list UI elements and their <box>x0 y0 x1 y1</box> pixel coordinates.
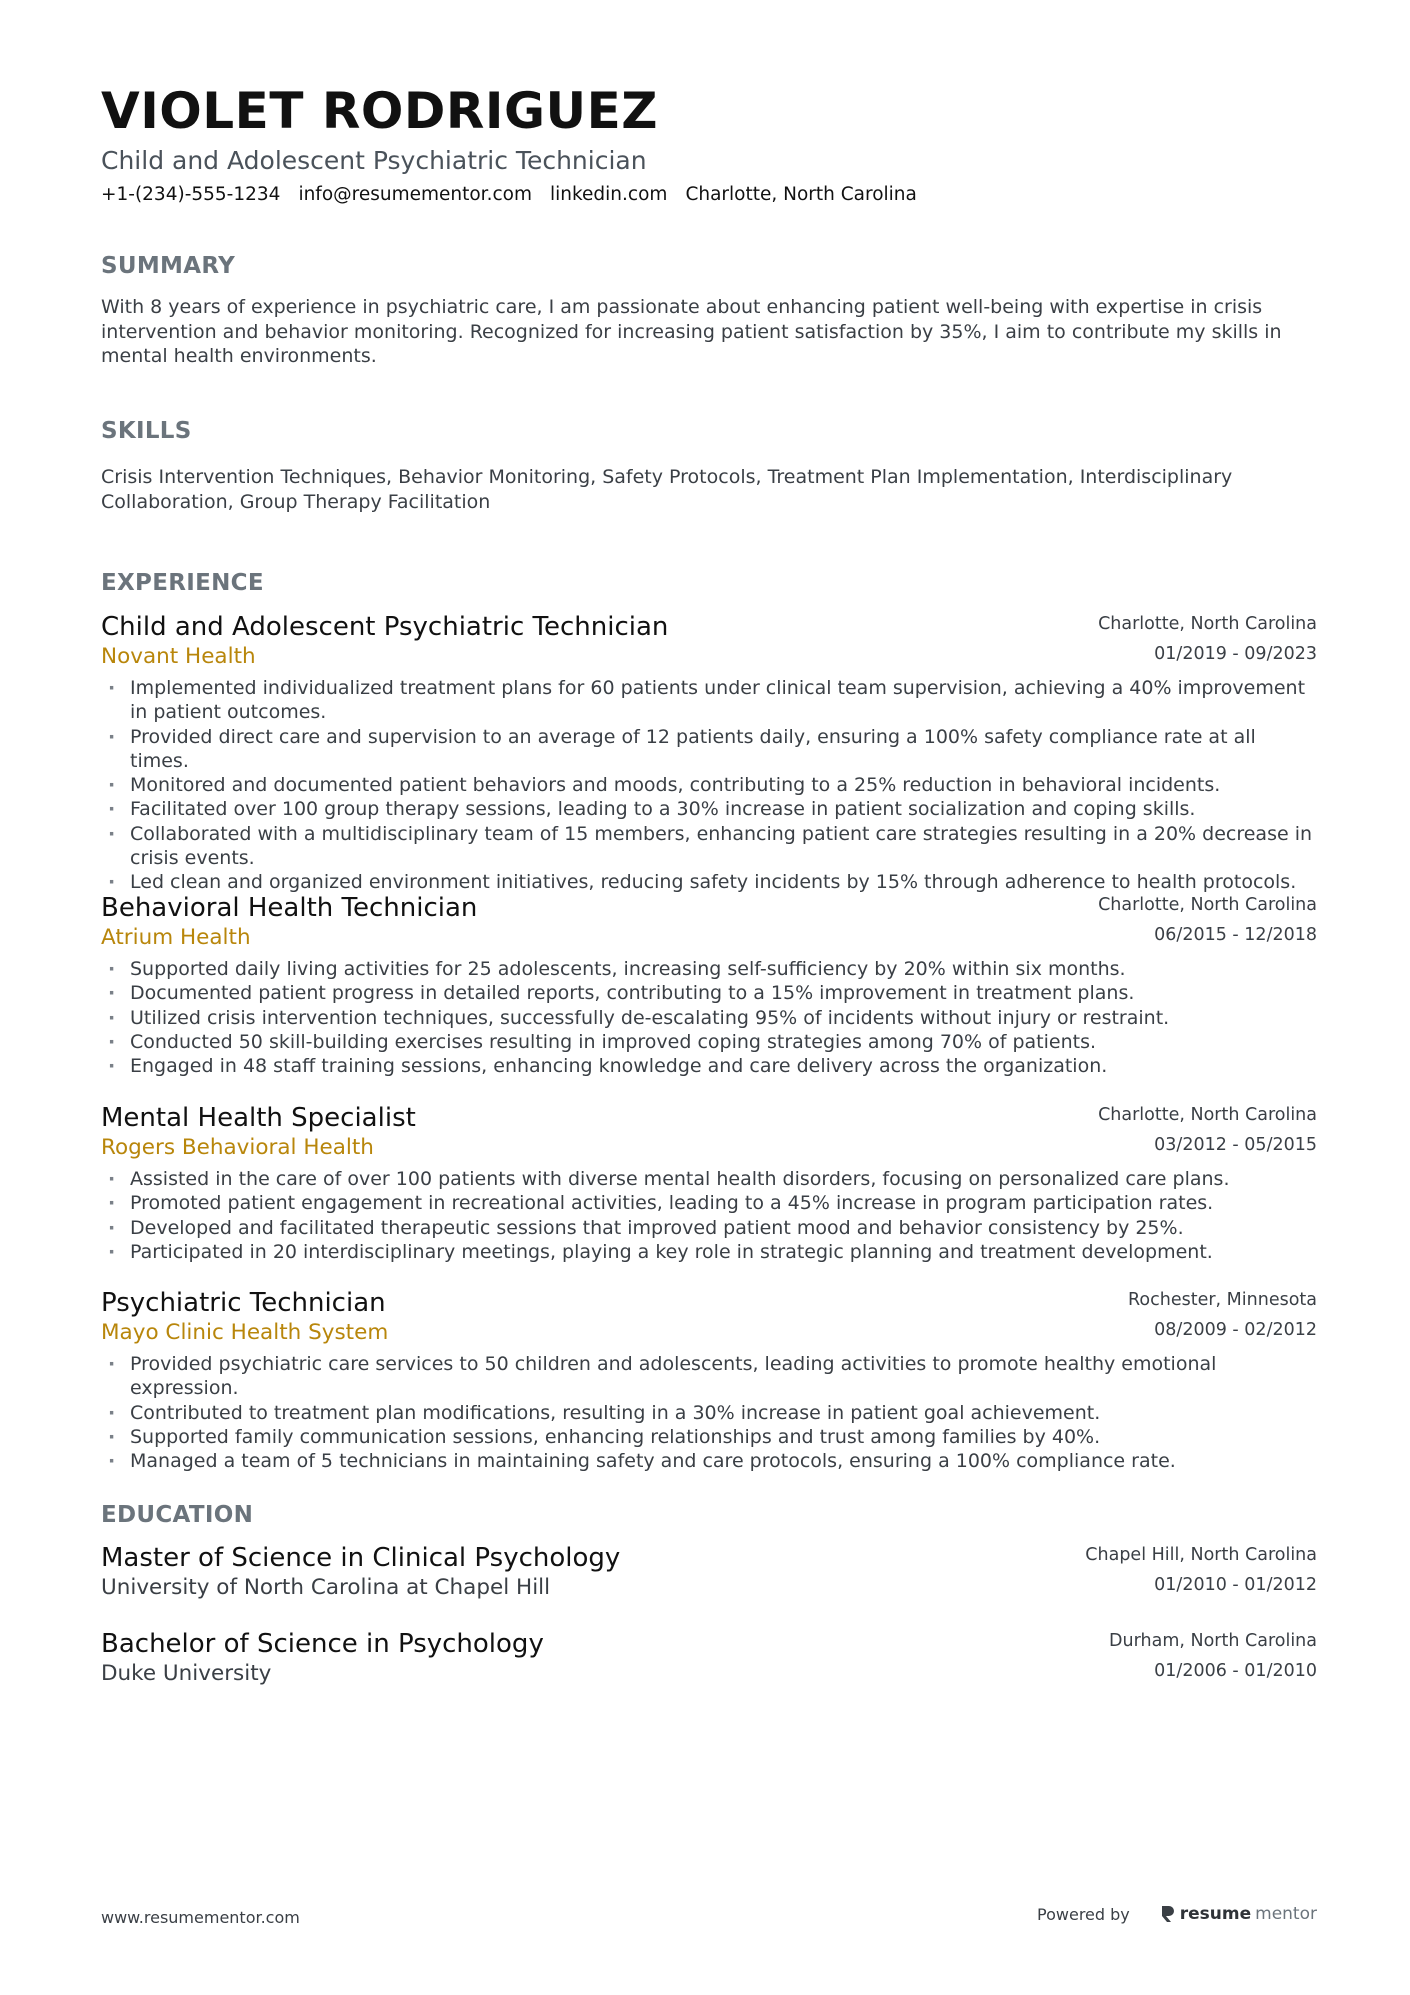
bullet-item: · Provided psychiatric care services to 50 children and adolescents, leading activities to promote healthy emotional expression. <box>101 1352 1317 1401</box>
job-title: Psychiatric Technician <box>101 1288 386 1318</box>
bullet-item: · Monitored and documented patient behaviors and moods, contributing to a 25% reduction in behavioral incidents. <box>101 773 1317 797</box>
bullet-item: · Participated in 20 interdisciplinary meetings, playing a key role in strategic planning and treatment development. <box>101 1240 1317 1264</box>
job-company: Mayo Clinic Health System <box>101 1320 389 1345</box>
school-location: Chapel Hill, North Carolina <box>1085 1545 1317 1565</box>
candidate-name: VIOLET RODRIGUEZ <box>101 82 658 140</box>
job-location: Charlotte, North Carolina <box>1098 895 1317 915</box>
resumementor-logo[interactable] <box>1160 1904 1317 1924</box>
job-location: Charlotte, North Carolina <box>1098 614 1317 634</box>
education-dates: 01/2006 - 01/2010 <box>1154 1661 1317 1681</box>
summary-heading: SUMMARY <box>101 253 236 279</box>
bullet-item: · Facilitated over 100 group therapy sessions, leading to a 30% increase in patient socialization and coping skills. <box>101 797 1317 821</box>
bullet-item: · Conducted 50 skill-building exercises resulting in improved coping strategies among 70% of patients. <box>101 1030 1317 1054</box>
bullet-item: · Supported daily living activities for 25 adolescents, increasing self-sufficiency by 20% within six months. <box>101 957 1317 981</box>
contact-location: Charlotte, North Carolina <box>685 184 917 205</box>
footer-branding <box>1037 1904 1317 1924</box>
bullet-item: · Supported family communication sessions, enhancing relationships and trust among families by 40%. <box>101 1425 1317 1449</box>
school-name: Duke University <box>101 1661 272 1686</box>
bullet-item: · Led clean and organized environment initiatives, reducing safety incidents by 15% through adherence to health protocols. <box>101 870 1317 894</box>
job-bullets <box>101 1167 1317 1264</box>
bullet-item: · Documented patient progress in detailed reports, contributing to a 15% improvement in treatment plans. <box>101 981 1317 1005</box>
bullet-item: · Collaborated with a multidisciplinary team of 15 members, enhancing patient care strategies resulting in a 20% decrease in crisis events. <box>101 822 1317 871</box>
job-company: Novant Health <box>101 644 256 669</box>
summary-text: With 8 years of experience in psychiatric care, I am passionate about enhancing patient well-being with expertise in crisis intervention and behavior monitoring. Recognized for increasing patient satisfaction by 35%, I aim to contribute my skills in mental health environments. <box>101 296 1282 367</box>
bullet-item: · Managed a team of 5 technicians in maintaining safety and care protocols, ensuring a 100% compliance rate. <box>101 1449 1317 1473</box>
degree-title: Master of Science in Clinical Psychology <box>101 1543 621 1573</box>
degree-title: Bachelor of Science in Psychology <box>101 1629 544 1659</box>
job-title: Mental Health Specialist <box>101 1103 416 1133</box>
bullet-item: · Contributed to treatment plan modifications, resulting in a 30% increase in patient goal achievement. <box>101 1401 1317 1425</box>
bullet-item: · Engaged in 48 staff training sessions, enhancing knowledge and care delivery across the organization. <box>101 1054 1317 1078</box>
resumementor-logo-icon <box>1160 1904 1176 1924</box>
bullet-item: · Implemented individualized treatment plans for 60 patients under clinical team supervision, achieving a 40% improvement in patient outcomes. <box>101 676 1317 725</box>
candidate-title: Child and Adolescent Psychiatric Technician <box>101 146 647 175</box>
job-dates: 06/2015 - 12/2018 <box>1154 925 1317 945</box>
education-heading: EDUCATION <box>101 1502 254 1528</box>
job-title: Behavioral Health Technician <box>101 893 478 923</box>
job-location: Rochester, Minnesota <box>1128 1290 1317 1310</box>
job-bullets <box>101 676 1317 895</box>
contact-line <box>101 184 917 205</box>
contact-email[interactable]: info@resumementor.com <box>298 184 532 205</box>
bullet-item: · Developed and facilitated therapeutic sessions that improved patient mood and behavior consistency by 25%. <box>101 1216 1317 1240</box>
job-location: Charlotte, North Carolina <box>1098 1105 1317 1125</box>
skills-heading: SKILLS <box>101 418 192 444</box>
bullet-item: · Utilized crisis intervention techniques, successfully de-escalating 95% of incidents without injury or restraint. <box>101 1006 1317 1030</box>
job-dates: 03/2012 - 05/2015 <box>1154 1135 1317 1155</box>
bullet-item: · Assisted in the care of over 100 patients with diverse mental health disorders, focusing on personalized care plans. <box>101 1167 1317 1191</box>
bullet-item: · Provided direct care and supervision to an average of 12 patients daily, ensuring a 100% safety compliance rate at all times. <box>101 725 1317 774</box>
education-dates: 01/2010 - 01/2012 <box>1154 1575 1317 1595</box>
contact-linkedin[interactable]: linkedin.com <box>549 184 668 205</box>
job-bullets <box>101 1352 1317 1473</box>
brand-text-resume: resume <box>1179 1904 1252 1924</box>
job-title: Child and Adolescent Psychiatric Technician <box>101 612 669 642</box>
job-dates: 08/2009 - 02/2012 <box>1154 1320 1317 1340</box>
bullet-item: · Promoted patient engagement in recreational activities, leading to a 45% increase in program participation rates. <box>101 1191 1317 1215</box>
job-bullets <box>101 957 1317 1078</box>
school-location: Durham, North Carolina <box>1109 1631 1317 1651</box>
job-company: Rogers Behavioral Health <box>101 1135 374 1160</box>
school-name: University of North Carolina at Chapel Hill <box>101 1575 551 1600</box>
job-dates: 01/2019 - 09/2023 <box>1154 644 1317 664</box>
contact-phone: +1-(234)-555-1234 <box>101 184 281 205</box>
powered-by-label: Powered by <box>1037 1904 1130 1924</box>
skills-text: Crisis Intervention Techniques, Behavior Monitoring, Safety Protocols, Treatment Plan Implementation, Interdisciplinary Collaboration, Group Therapy Facilitation <box>101 466 1233 513</box>
footer-website[interactable]: www.resumementor.com <box>101 1908 300 1927</box>
job-company: Atrium Health <box>101 925 251 950</box>
experience-heading: EXPERIENCE <box>101 570 264 596</box>
brand-text-mentor: mentor <box>1255 1904 1317 1924</box>
